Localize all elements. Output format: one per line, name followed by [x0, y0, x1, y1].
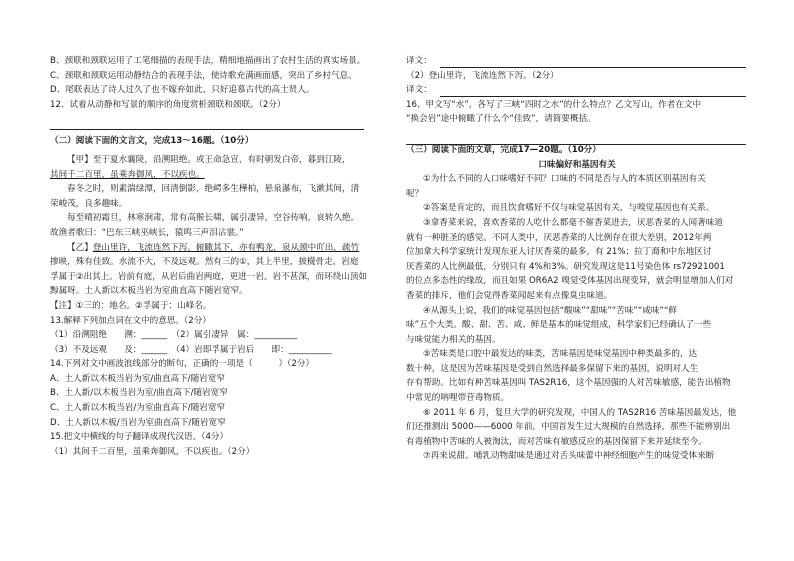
translation-label: 译文： [406, 56, 432, 66]
passage-a-line: 每至晴初霜旦，林寒涧肃，常有高猴长啸，属引凄异，空谷传响，哀转久绝。 [67, 213, 360, 224]
q14-option-b: B、土人新/以木板当岩为室/曲直高下/随岩宽窄 [50, 388, 228, 399]
passage-b-label: 【乙】 [67, 242, 93, 253]
article-paragraph-line: ②答案是肯定的，而且饮食嗜好不仅与味觉基因有关，与嗅觉基因也有关系。 [423, 203, 715, 214]
question-15-1: （1）其间千二百里，虽乘奔御风，不以疾也。（2分） [50, 446, 255, 457]
article-paragraph-line: 呢？ [406, 188, 424, 199]
right-column [406, 0, 748, 464]
question-14: 14.下列对文中画波浪线部分的断句，正确的一项是（ ）（2分） [50, 359, 315, 370]
translation-label: 译文： [406, 85, 432, 96]
article-paragraph-line: ⑦再来说甜。哺乳动物甜味是通过对舌头味蕾中神经细胞产生的味觉受体来断 [423, 451, 715, 462]
passage-a-label: 【甲】 [67, 154, 93, 165]
q11-option-c: C、颈联和颈联运用动静结合的表现手法，使诗歌充满画面感，突出了乡村气息。 [50, 70, 357, 81]
question-15: 15.把文中横线的句子翻译成现代汉语。（4分） [50, 432, 229, 443]
question-13-row2: （3）不及远观 及：______ （4）岩即孚属于岩后 即：__________ [50, 344, 332, 355]
passage-a-line: 故渔者歌曰：“巴东三峡巫峡长，猿鸣三声泪沾裳。” [50, 227, 244, 238]
article-paragraph-line: 就有一种脏圣的感觉。不同人类中，厌恶香菜的人比例存在很大差别，2012年两 [406, 232, 712, 243]
article-paragraph-line: 的位点多态性的缘故，而且如果 OR6A2 嗅觉受体基因出现变异，就会明显增加人们对 [406, 276, 734, 287]
article-paragraph-line: 味”五个大类。酸、甜、苦、咸、鲜是基本的味觉组成，科学家们已经确认了一些 [406, 320, 712, 331]
passage-a-text: 至于夏水襄陵，沿溯阻绝。或王命急宣，有时朝发白帝，暮到江陵， [92, 154, 351, 165]
passage-a-line [50, 168, 392, 183]
answer-line [440, 67, 746, 68]
article-paragraph-line: ⑥ 2011 年 6 月，复旦大学的研究发现，中国人的 TAS2R16 苦味基因最发达，他 [423, 407, 737, 418]
passage-a-line: 荣峻茂，良多趣味。 [50, 198, 128, 209]
answer-line [440, 96, 746, 97]
article-paragraph-line: 厌香菜的人比例最低，分别只有 4%和3%。研究发现这是11号染色体 rs72921001 [406, 261, 725, 272]
question-16-line1: 16、甲文写“水”，各写了三峡“四时之水”的什么特点？乙文写山，作者在文中 [406, 99, 702, 110]
q14-option-d: D、土人新以木板/当岩为室曲直高下/随岩宽窄 [50, 417, 226, 428]
q14-option-a: A、土人新以木板当岩为室/曲直高下/随岩宽窄 [50, 373, 225, 384]
article-paragraph-line: 数十种，这是因为苦味基因是受到自然选择最多保留下来的基因，说明对人生 [406, 363, 699, 374]
passage-b-line [50, 241, 392, 256]
article-title: 口味偏好和基因有关 [538, 159, 616, 170]
passage-b-line: 掺映，殊有佳致。水流不大，不及远观。然有三的①，其上半里，披櫗骨走，岩庭 [50, 257, 359, 268]
q14-option-c: C、土人新以木板当岩/为室曲直高下/随岩宽窄 [50, 403, 226, 414]
section-divider [50, 129, 364, 130]
article-paragraph-line: 与味觉能力相关的基因。 [406, 334, 501, 345]
article-paragraph-line: ⑤苦味类是口腔中最发达的味类，苦味基因是味觉基因中种类最多的，达 [423, 349, 698, 360]
q11-option-d: D、尾联表达了诗人过久了也不嫁弃如此，只好追慕古代的高士贤人。 [50, 85, 315, 96]
question-16-line2: “换会岩”途中俯瞰了什么个“佳致”，请简要概括。 [406, 114, 596, 125]
question-12: 12、试着从动静和写景的顺序的角度赏析颈联和颈联。（2分） [50, 99, 286, 110]
question-15-2: （2）登山里许，飞流连然下泻。（2分） [406, 70, 559, 81]
article-paragraph-line: ④从源头上说，我们的味觉基因包括“酸味”“甜味”“苦味”“咸味”“鲜 [423, 305, 678, 316]
article-paragraph-line: 们还推测出 5000——6000 年前，中国首发生过大规模的自然选择，那些不能辨别出 [406, 422, 731, 433]
article-paragraph-line: ①为什么不同的人口味嗜好不同？口味的不同是否与人的本质区别基因有关 [423, 174, 706, 185]
passage-note: 【注】①三的：地名。②孚属于：山峰名。 [50, 300, 212, 311]
passage-b-underlined: 登山里许，飞流连然下泻。俯瞰其下，亦有鸭龙，泉从颈中吖出，疏竹 [92, 242, 360, 253]
article-paragraph-line: 有毒植物中苦味的人被淘汰，而对苦味有敏感反应的基因保留下来并延续至今。 [406, 436, 707, 447]
left-column [50, 0, 392, 459]
passage-a-underlined: 其间千二百里，虽乘奔御风，不以疾也。 [50, 169, 205, 180]
passage-b-line: 孚属于②出其上。岩前有庭，从岩后曲岩两庭，更进一岩。岩不甚深，而环绕山顶如 [50, 271, 368, 282]
section-2-title: （二）阅读下面的文言文，完成13〜16题。（10分） [50, 136, 254, 147]
question-13-row1: （1）沿溯阻绝 溯：______ （2）属引凄异 属：__________ [50, 330, 298, 341]
article-paragraph-line: 存有帮助。比如有种苦味基因叫 TAS2R16，这个基因强的人对苦味敏感，能告出植物 [406, 378, 731, 389]
question-13: 13.解释下列加点词在文中的意思。（2分） [50, 315, 211, 326]
article-paragraph-line: 中常见的呐哩带苷毒物质。 [406, 393, 510, 404]
section-3-title: （三）阅读下面的文章，完成17—20题。（10分） [406, 144, 601, 155]
answer-line [406, 144, 746, 145]
passage-b-line: 黥属呀。土人新以木板当岩为室曲直高下随岩宽窄。 [50, 286, 248, 297]
article-paragraph-line: 位加拿大科学家统计发现东亚人讨厌香菜的最多，有 21%；拉丁裔和中东地区讨 [406, 247, 712, 258]
q11-option-b: B、颈联和颈联运用了工笔细描的表现手法，精细地描画出了农村生活的真实场景。 [50, 56, 366, 66]
article-paragraph-line: ③拿香菜来说，喜欢香菜的人吃什么都毫不催香菜进去，厌恶香菜的人闻著味道 [423, 217, 723, 228]
article-paragraph-line: 香菜的排斥，他们会觉得香菜闻起来有点像臭虫味道。 [406, 290, 613, 301]
passage-a-line [50, 153, 392, 168]
passage-a-line: 春冬之时，则素湍绿潭，回清倒影，绝崿多生樺柏，悬泉瀑布，飞漱其间，清 [67, 184, 360, 195]
